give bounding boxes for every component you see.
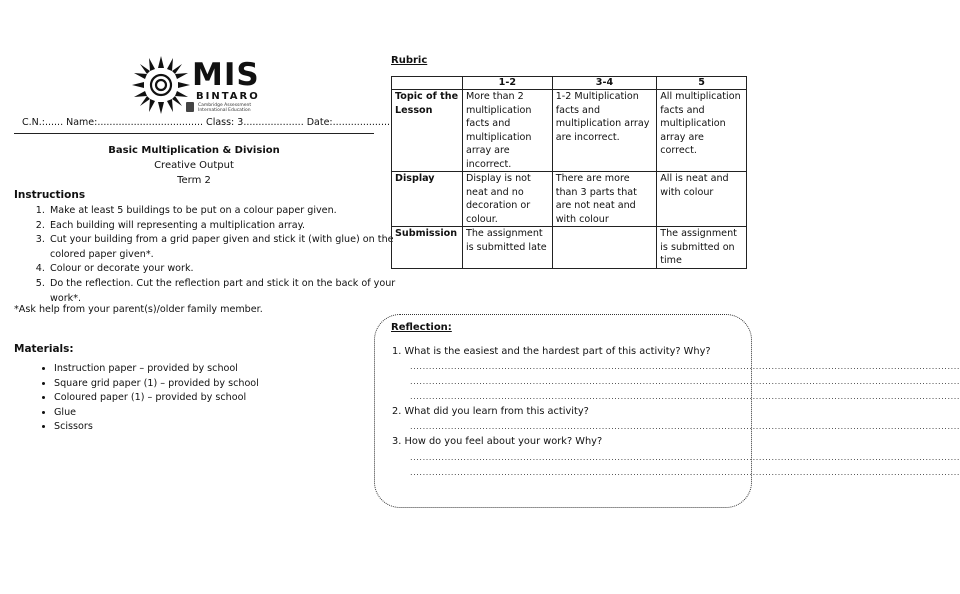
rubric-cell <box>552 227 657 269</box>
logo-tagline: Cambridge Assessment International Education <box>198 103 252 113</box>
rubric-cell: There are more than 3 parts that are not neat and with colour <box>552 172 657 227</box>
school-logo <box>130 54 262 116</box>
rubric-col-header <box>392 77 463 90</box>
instruction-item: 4. Colour or decorate your work. <box>48 262 403 277</box>
rubric-criterion: Topic of the Lesson <box>392 90 463 172</box>
logo-subtitle: BINTARO <box>196 91 260 102</box>
instruction-item: 1. Make at least 5 buildings to be put on a colour paper given. <box>48 204 403 219</box>
rubric-cell: Display is not neat and no decoration or colour. <box>462 172 552 227</box>
rubric-col-header: 1-2 <box>462 77 552 90</box>
materials-heading: Materials: <box>14 343 74 355</box>
rubric-criterion: Submission <box>392 227 463 269</box>
answer-line: ............................................................................................................................................................................... <box>410 377 960 386</box>
answer-line: ............................................................................................................................................................................... <box>410 422 960 431</box>
table-row <box>392 172 747 227</box>
student-id-line: C.N.:...... Name:................................... Class: 3.................... Date:................... <box>22 117 391 128</box>
answer-line: ............................................................................................................................................................................... <box>410 392 960 401</box>
worksheet-title: Basic Multiplication & Division <box>108 145 280 156</box>
material-item: • Glue <box>54 406 259 421</box>
table-row <box>392 227 747 269</box>
answer-line: ............................................................................................................................................................................... <box>410 362 960 371</box>
reflection-heading: Reflection: <box>391 322 452 333</box>
material-item: • Scissors <box>54 420 259 435</box>
table-row <box>392 90 747 172</box>
worksheet-term: Term 2 <box>177 175 211 186</box>
material-item: • Instruction paper – provided by school <box>54 362 259 377</box>
answer-line: ............................................................................................................................................................................... <box>410 453 960 462</box>
instruction-item: 2. Each building will representing a multiplication array. <box>48 219 403 234</box>
rubric-col-header: 5 <box>657 77 747 90</box>
reflection-question-3: 3. How do you feel about your work? Why? <box>392 436 603 447</box>
instruction-item: 5. Do the reflection. Cut the reflection part and stick it on the back of your work*. <box>48 277 403 306</box>
instructions-note: *Ask help from your parent(s)/older family member. <box>14 304 263 315</box>
material-item: • Square grid paper (1) – provided by school <box>54 377 259 392</box>
instruction-item: 3. Cut your building from a grid paper given and stick it (with glue) on the colored paper given*. <box>48 233 403 262</box>
rubric-criterion: Display <box>392 172 463 227</box>
cambridge-badge-icon <box>186 102 194 112</box>
answer-line: ............................................................................................................................................................................... <box>410 468 960 477</box>
rubric-cell: The assignment is submitted on time <box>657 227 747 269</box>
rubric-cell: All is neat and with colour <box>657 172 747 227</box>
rubric-heading: Rubric <box>391 55 428 66</box>
materials-list <box>14 362 259 435</box>
rubric-cell: The assignment is submitted late <box>462 227 552 269</box>
material-item: • Coloured paper (1) – provided by school <box>54 391 259 406</box>
rubric-col-header: 3-4 <box>552 77 657 90</box>
sun-emblem-icon <box>130 54 192 116</box>
reflection-question-1: 1. What is the easiest and the hardest part of this activity? Why? <box>392 346 711 357</box>
header-divider <box>14 133 374 134</box>
instructions-list <box>14 204 403 306</box>
title-block <box>14 143 374 188</box>
rubric-header-row <box>392 77 747 90</box>
rubric-table <box>391 76 747 269</box>
rubric-cell: 1-2 Multiplication facts and multiplication array are incorrect. <box>552 90 657 172</box>
instructions-heading: Instructions <box>14 189 86 201</box>
rubric-cell: More than 2 multiplication facts and multiplication array are incorrect. <box>462 90 552 172</box>
logo-title: MIS <box>192 57 260 93</box>
reflection-question-2: 2. What did you learn from this activity? <box>392 406 589 417</box>
rubric-cell: All multiplication facts and multiplication array are correct. <box>657 90 747 172</box>
worksheet-subtitle: Creative Output <box>154 160 234 171</box>
